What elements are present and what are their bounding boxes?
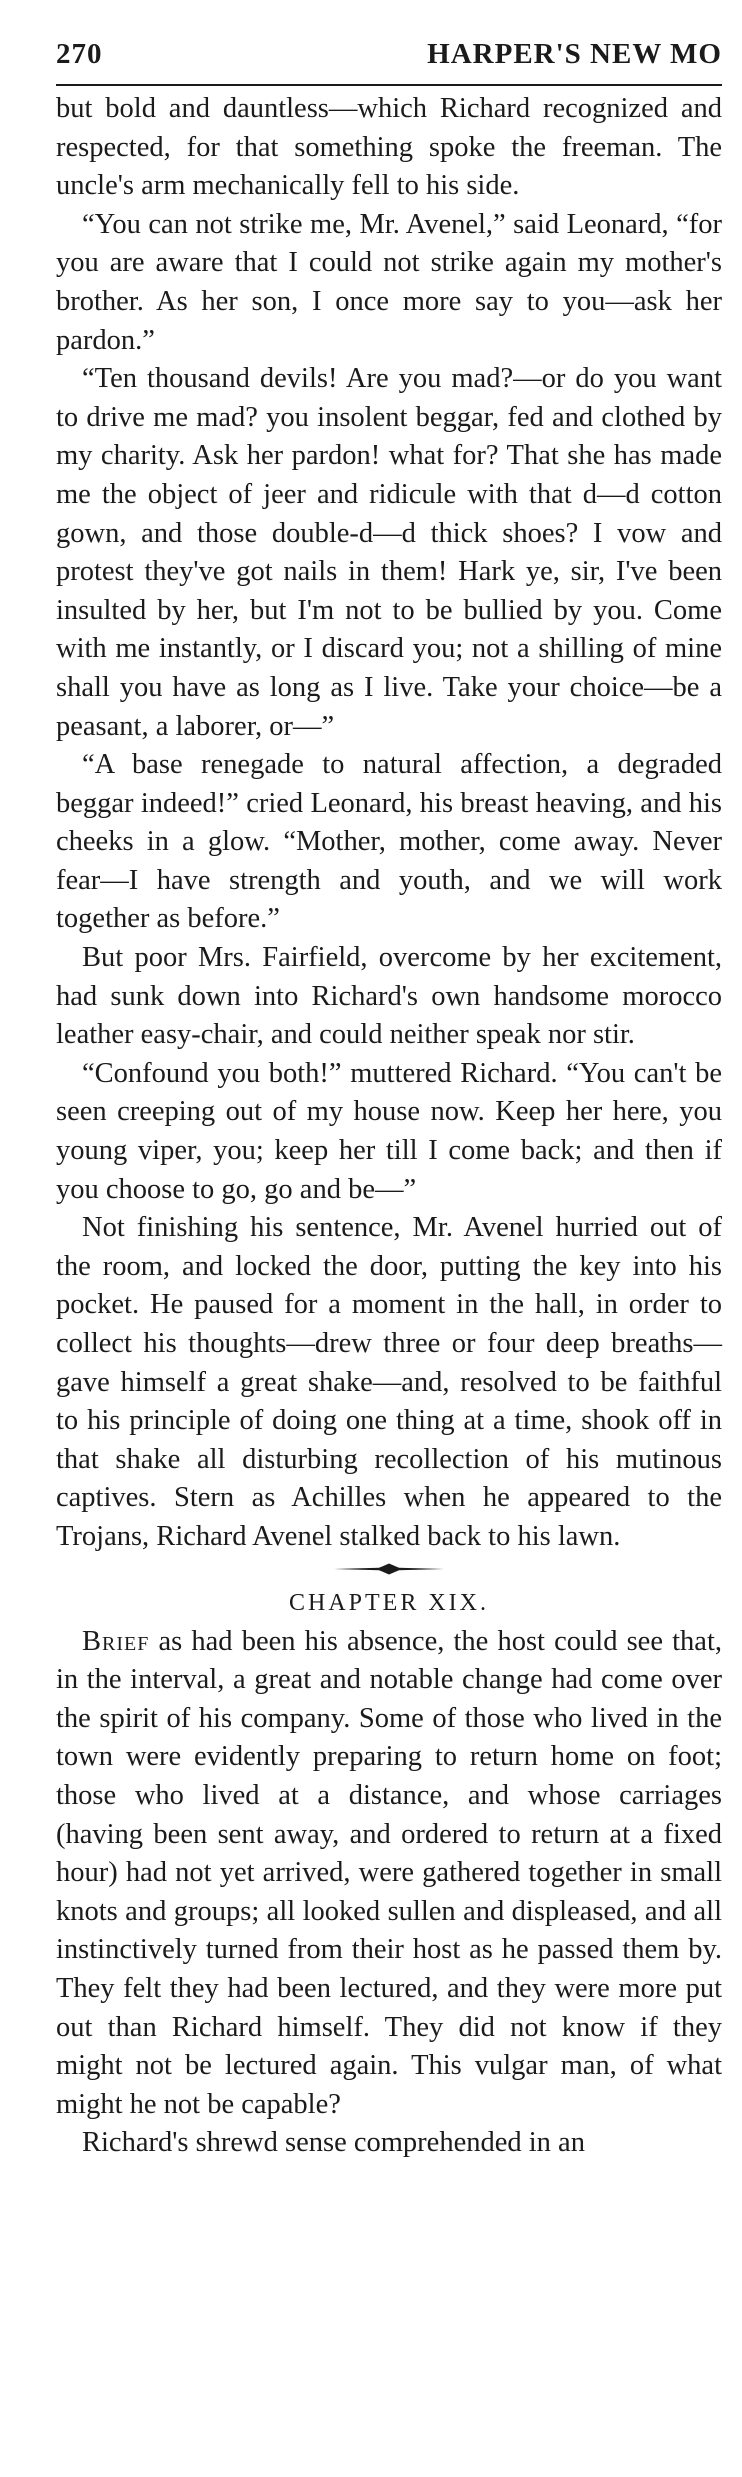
paragraph: “Ten thousand devils! Are you mad?—or do you want to drive me mad? you insolent beggar, fed and clothed by my charity. Ask her pardon! what for? That she has made me the object of jeer and ridicule with that d—d cotton gown, and those double-d—d thick shoes? I vow and protest they've got nails in them! Hark ye, sir, I've been insulted by her, but I'm not to be bullied by you. Come with me instantly, or I discard you; not a shilling of mine shall you have as long as I live. Take your choice—be a peasant, a laborer, or—”	[56, 363, 722, 742]
paragraph: “Confound you both!” muttered Richard. “You can't be seen creeping out of my house now. Keep her here, you young viper, you; keep her till I come back; and then if you choose to go, go and be—”	[56, 1057, 722, 1205]
diamond-rule-icon	[334, 1563, 444, 1575]
paragraph-continued: but bold and dauntless—which Richard recognized and respected, for that something spoke the freeman. The uncle's arm mechanically fell to his side.	[56, 93, 722, 202]
chapter-first-word: Brief	[82, 1625, 150, 1657]
section-divider-ornament	[56, 1557, 722, 1581]
paragraph: “You can not strike me, Mr. Avenel,” said Leonard, “for you are aware that I could not strike again my mother's brother. As her son, I once more say to you—ask her pardon.”	[56, 208, 722, 356]
page-number: 270	[56, 38, 103, 70]
chapter-first-paragraph	[56, 1623, 722, 2125]
paragraph: “A base renegade to natural affection, a degraded beggar indeed!” cried Leonard, his breast heaving, and his cheeks in a glow. “Mother, mother, come away. Never fear—I have strength and youth, and we will work together as before.”	[56, 749, 722, 935]
running-head	[56, 38, 722, 84]
paragraph-truncated: Richard's shrewd sense comprehended in an	[82, 2127, 585, 2159]
journal-title: HARPER'S NEW MO	[427, 38, 722, 70]
body-text	[56, 90, 722, 2163]
paragraph: Not finishing his sentence, Mr. Avenel hurried out of the room, and locked the door, putting the key into his pocket. He paused for a moment in the hall, in order to collect his thoughts—drew three or four deep breaths—gave himself a great shake—and, resolved to be faithful to his principle of doing one thing at a time, shook off in that shake all disturbing recollection of his mutinous captives. Stern as Achilles when he appeared to the Trojans, Richard Avenel stalked back to his lawn.	[56, 1212, 722, 1552]
chapter-first-paragraph-text: as had been his absence, the host could see that, in the interval, a great and notable change had come over the spirit of his company. Some of those who lived in the town were evidently preparing to return home on foot; those who lived at a distance, and whose carriages (having been sent away, and ordered to return at a fixed hour) had not yet arrived, were gathered together in small knots and groups; all looked sullen and displeased, and all instinctively turned from their host as he passed them by. They felt they had been lectured, and they were more put out than Richard himself. They did not know if they might not be lectured again. This vulgar man, of what might he not be capable?	[56, 1625, 722, 2120]
chapter-heading: CHAPTER XIX.	[288, 1589, 489, 1616]
header-rule	[56, 84, 722, 86]
paragraph: But poor Mrs. Fairfield, overcome by her excitement, had sunk down into Richard's own handsome morocco leather easy-chair, and could neither speak nor stir.	[56, 942, 722, 1051]
